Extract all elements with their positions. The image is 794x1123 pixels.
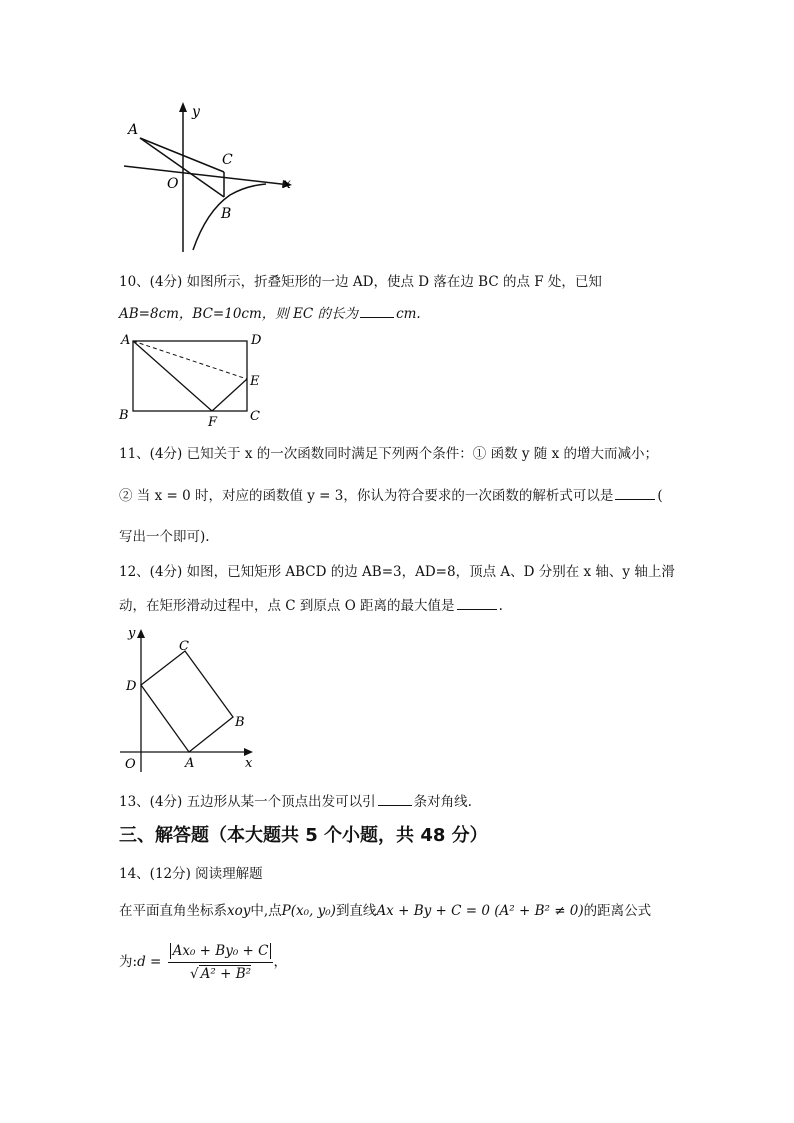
figure-q10 <box>116 330 276 428</box>
rectangle-abcd <box>133 341 247 411</box>
label-b: B <box>221 206 232 222</box>
segment-af <box>133 341 212 411</box>
q14-line-1: 在平面直角坐标系xoy中,点P(x₀, y₀)到直线Ax + By + C = 0 (A² + B² ≠ 0)的距离公式 <box>119 903 652 919</box>
q11-line-2: ② 当 x = 0 时，对应的函数值 y = 3，你认为符合要求的一次函数的解析式可以是 ( <box>119 485 663 506</box>
label-x: x <box>245 756 253 771</box>
q10-line-1: 10、(4分) 如图所示，折叠矩形的一边 AD，使点 D 落在边 BC 的点 F 处，已知 <box>119 274 602 290</box>
segment-fe <box>212 379 247 411</box>
label-a: A <box>128 122 139 138</box>
q12-answer-blank[interactable] <box>457 595 497 610</box>
y-axis-arrow-icon <box>137 629 145 638</box>
label-y: y <box>192 104 200 120</box>
label-e: E <box>250 374 260 389</box>
q11-line-3: 写出一个即可). <box>119 529 210 545</box>
label-y: y <box>128 626 136 641</box>
q10-answer-blank[interactable] <box>360 303 394 318</box>
label-o: O <box>167 176 179 192</box>
label-c: C <box>179 639 189 654</box>
x-axis <box>124 166 290 185</box>
label-f: F <box>208 415 218 428</box>
y-axis-arrow-icon <box>179 102 187 112</box>
circle-one-marker: ① <box>472 446 487 462</box>
label-b: B <box>119 408 129 423</box>
q12-line-1: 12、(4分) 如图，已知矩形 ABCD 的边 AB=3，AD=8，顶点 A、D 分别在 x 轴、y 轴上滑 <box>119 564 675 580</box>
label-d: D <box>251 333 262 348</box>
q11-line-1: 11、(4分) 已知关于 x 的一次函数同时满足下列两个条件：① 函数 y 随 x 的增大而减小； <box>119 446 658 462</box>
q13-answer-blank[interactable] <box>378 791 412 806</box>
label-a: A <box>121 333 131 348</box>
label-c: C <box>222 152 233 168</box>
q13-line: 13、(4分) 五边形从某一个顶点出发可以引 条对角线. <box>119 791 472 812</box>
label-o: O <box>125 757 136 772</box>
circle-two-marker: ② <box>119 488 133 504</box>
label-d: D <box>126 679 137 694</box>
label-x: x <box>283 176 291 192</box>
label-b: B <box>235 715 245 730</box>
rectangle-abcd <box>141 651 233 752</box>
section-heading: 三、解答题（本大题共 5 个小题，共 48 分） <box>119 825 488 846</box>
q10-line-2: AB=8cm，BC=10cm，则 EC 的长为 cm. <box>119 303 421 324</box>
figure-q12 <box>116 622 266 772</box>
q11-answer-blank[interactable] <box>615 485 655 500</box>
label-c: C <box>250 409 260 424</box>
fold-dashed-ae <box>133 341 247 379</box>
figure-q9 <box>118 96 308 256</box>
q14-line-2: 为:d = $\frac{\text{Ax₀ + By₀ + C}}{\text{√ A² + B²}}$ ， <box>119 940 287 985</box>
label-a: A <box>185 756 195 771</box>
distance-formula-fraction: $\frac{\text{Ax₀ + By₀ + C}}{\text{√ A² + B²}}$ <box>168 940 274 985</box>
q14-header: 14、(12分) 阅读理解题 <box>119 866 263 882</box>
x-axis-arrow-icon <box>244 748 253 756</box>
q12-line-2: 动，在矩形滑动过程中，点 C 到原点 O 距离的最大值是 . <box>119 595 503 616</box>
